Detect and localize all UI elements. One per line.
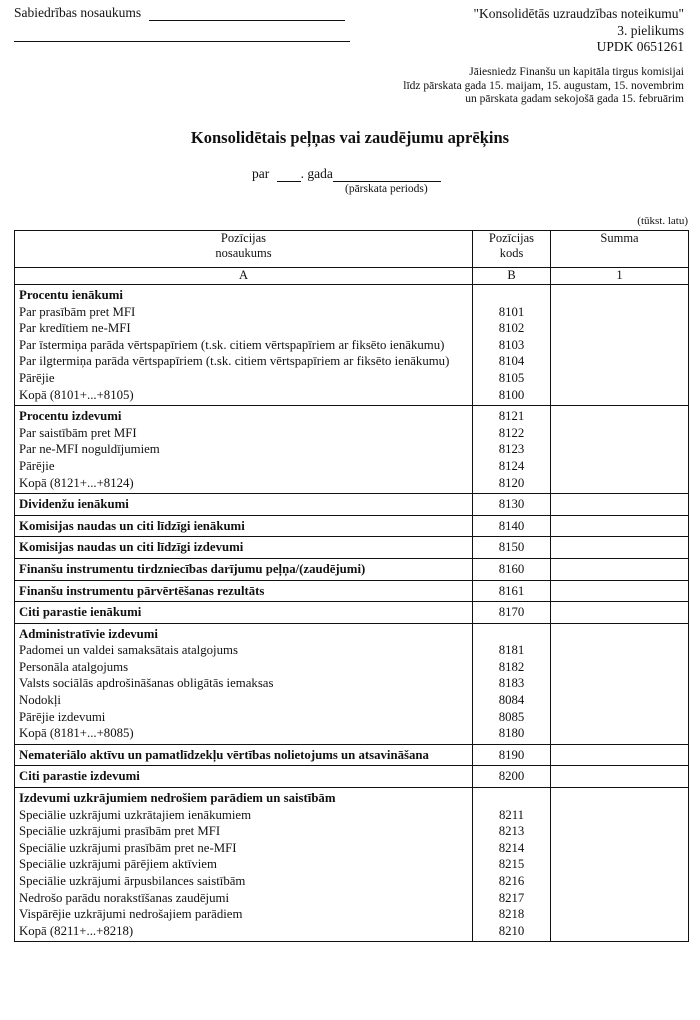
table-section bbox=[15, 580, 689, 602]
table-row bbox=[15, 602, 689, 624]
form-code: UPDK 0651261 bbox=[596, 39, 684, 54]
header-position-name bbox=[15, 231, 473, 268]
sum-cell[interactable] bbox=[551, 906, 689, 923]
sum-cell[interactable] bbox=[551, 725, 689, 744]
table-section bbox=[15, 744, 689, 766]
regulation-block bbox=[474, 6, 684, 56]
position-name: Finanšu instrumentu pārvērtēšanas rezultāts bbox=[15, 580, 473, 602]
company-name-field[interactable] bbox=[149, 6, 345, 21]
position-name: Kopā (8121+...+8124) bbox=[15, 475, 473, 494]
position-code: 8181 bbox=[473, 642, 551, 659]
position-code: 8211 bbox=[473, 807, 551, 824]
position-name: Valsts sociālās apdrošināšanas obligātās iemaksas bbox=[15, 675, 473, 692]
position-code: 8217 bbox=[473, 890, 551, 907]
position-code: 8200 bbox=[473, 766, 551, 788]
period-prefix: par bbox=[252, 166, 270, 181]
position-code bbox=[473, 788, 551, 807]
table-row bbox=[15, 890, 689, 907]
position-code: 8216 bbox=[473, 873, 551, 890]
deadline-line: un pārskata gadam sekojošā gada 15. februārim bbox=[465, 93, 684, 105]
company-block bbox=[14, 5, 350, 46]
position-code: 8122 bbox=[473, 425, 551, 442]
position-name: Pārējie izdevumi bbox=[15, 709, 473, 726]
position-code: 8170 bbox=[473, 602, 551, 624]
position-name: Pārējie bbox=[15, 458, 473, 475]
sum-cell[interactable] bbox=[551, 873, 689, 890]
subheader-1: 1 bbox=[551, 268, 689, 285]
position-name: Nodokļi bbox=[15, 692, 473, 709]
table-row bbox=[15, 387, 689, 406]
position-name: Komisijas naudas un citi līdzīgi izdevumi bbox=[15, 537, 473, 559]
position-code: 8215 bbox=[473, 856, 551, 873]
sum-cell[interactable] bbox=[551, 823, 689, 840]
position-name: Citi parastie ienākumi bbox=[15, 602, 473, 624]
position-name: Kopā (8181+...+8085) bbox=[15, 725, 473, 744]
sum-cell[interactable] bbox=[551, 709, 689, 726]
sum-cell[interactable] bbox=[551, 890, 689, 907]
table-row bbox=[15, 537, 689, 559]
table-row bbox=[15, 285, 689, 304]
header-text: kods bbox=[499, 246, 524, 260]
position-code: 8161 bbox=[473, 580, 551, 602]
sum-cell[interactable] bbox=[551, 320, 689, 337]
position-name: Dividenžu ienākumi bbox=[15, 494, 473, 516]
table-row bbox=[15, 406, 689, 425]
position-code: 8160 bbox=[473, 558, 551, 580]
position-code: 8102 bbox=[473, 320, 551, 337]
position-code: 8182 bbox=[473, 659, 551, 676]
table-row bbox=[15, 923, 689, 942]
units-note: (tūkst. latu) bbox=[637, 215, 688, 227]
table-section bbox=[15, 623, 689, 744]
subheader-b: B bbox=[473, 268, 551, 285]
table-row bbox=[15, 515, 689, 537]
table-section bbox=[15, 537, 689, 559]
position-code: 8130 bbox=[473, 494, 551, 516]
sum-cell[interactable] bbox=[551, 642, 689, 659]
position-code: 8100 bbox=[473, 387, 551, 406]
sum-cell[interactable] bbox=[551, 788, 689, 807]
sum-cell[interactable] bbox=[551, 675, 689, 692]
position-code: 8180 bbox=[473, 725, 551, 744]
position-name: Speciālie uzkrājumi pārējiem aktīviem bbox=[15, 856, 473, 873]
position-name: Speciālie uzkrājumi ārpusbilances saistībām bbox=[15, 873, 473, 890]
sum-cell[interactable] bbox=[551, 766, 689, 788]
table-row bbox=[15, 906, 689, 923]
position-name: Komisijas naudas un citi līdzīgi ienākumi bbox=[15, 515, 473, 537]
position-name: Speciālie uzkrājumi prasībām pret ne-MFI bbox=[15, 840, 473, 857]
table-row bbox=[15, 370, 689, 387]
table-row bbox=[15, 709, 689, 726]
sum-cell[interactable] bbox=[551, 337, 689, 354]
table-section bbox=[15, 602, 689, 624]
position-code: 8140 bbox=[473, 515, 551, 537]
sum-cell[interactable] bbox=[551, 425, 689, 442]
table-row bbox=[15, 725, 689, 744]
period-number-field[interactable] bbox=[277, 168, 301, 182]
table-row bbox=[15, 304, 689, 321]
table-row bbox=[15, 441, 689, 458]
position-code: 8124 bbox=[473, 458, 551, 475]
position-name: Par saistībām pret MFI bbox=[15, 425, 473, 442]
position-code: 8214 bbox=[473, 840, 551, 857]
position-name: Kopā (8211+...+8218) bbox=[15, 923, 473, 942]
table-row bbox=[15, 840, 689, 857]
position-code: 8150 bbox=[473, 537, 551, 559]
sum-cell[interactable] bbox=[551, 692, 689, 709]
position-code: 8123 bbox=[473, 441, 551, 458]
period-note: (pārskata periods) bbox=[345, 183, 428, 195]
position-code: 8085 bbox=[473, 709, 551, 726]
position-code: 8121 bbox=[473, 406, 551, 425]
table-row bbox=[15, 425, 689, 442]
table-row bbox=[15, 580, 689, 602]
position-name: Procentu ienākumi bbox=[15, 285, 473, 304]
table-row bbox=[15, 642, 689, 659]
header-sum: Summa bbox=[551, 231, 689, 268]
sum-cell[interactable] bbox=[551, 659, 689, 676]
position-name: Personāla atalgojums bbox=[15, 659, 473, 676]
deadline-line: Jāiesniedz Finanšu un kapitāla tirgus komisijai bbox=[469, 66, 684, 78]
subheader-a: A bbox=[15, 268, 473, 285]
header-text: Pozīcijas bbox=[488, 231, 535, 245]
position-name: Izdevumi uzkrājumiem nedrošiem parādiem un saistībām bbox=[15, 788, 473, 807]
period-year-field[interactable] bbox=[333, 168, 441, 182]
header-position-code bbox=[473, 231, 551, 268]
table-row bbox=[15, 353, 689, 370]
table-row bbox=[15, 856, 689, 873]
position-code: 8120 bbox=[473, 475, 551, 494]
position-name: Par kredītiem ne-MFI bbox=[15, 320, 473, 337]
position-name: Kopā (8101+...+8105) bbox=[15, 387, 473, 406]
annex-number: 3. pielikums bbox=[617, 22, 684, 38]
table-row bbox=[15, 788, 689, 807]
sum-cell[interactable] bbox=[551, 406, 689, 425]
header-text: nosaukums bbox=[215, 246, 272, 260]
table-row bbox=[15, 558, 689, 580]
sum-cell[interactable] bbox=[551, 840, 689, 857]
sum-cell[interactable] bbox=[551, 558, 689, 580]
position-name: Nedrošo parādu norakstīšanas zaudējumi bbox=[15, 890, 473, 907]
sum-cell[interactable] bbox=[551, 856, 689, 873]
position-name: Par ilgtermiņa parāda vērtspapīriem (t.sk. citiem vērtspapīriem ar fiksēto ienākumu) bbox=[15, 353, 473, 370]
table-row bbox=[15, 675, 689, 692]
sum-cell[interactable] bbox=[551, 304, 689, 321]
period-middle: . gada bbox=[300, 166, 333, 181]
table-row bbox=[15, 337, 689, 354]
position-name: Finanšu instrumentu tirdzniecības darījumu peļņa/(zaudējumi) bbox=[15, 558, 473, 580]
position-name: Par ne-MFI noguldījumiem bbox=[15, 441, 473, 458]
deadline-line: līdz pārskata gada 15. maijam, 15. augustam, 15. novembrim bbox=[403, 79, 684, 92]
sum-cell[interactable] bbox=[551, 387, 689, 406]
regulation-title: "Konsolidētās uzraudzības noteikumu" bbox=[473, 6, 684, 21]
position-code: 8218 bbox=[473, 906, 551, 923]
sum-cell[interactable] bbox=[551, 441, 689, 458]
period-line bbox=[252, 166, 441, 182]
sum-cell[interactable] bbox=[551, 580, 689, 602]
position-name: Speciālie uzkrājumi uzkrātajiem ienākumiem bbox=[15, 807, 473, 824]
position-name: Pārējie bbox=[15, 370, 473, 387]
position-code: 8103 bbox=[473, 337, 551, 354]
sum-cell[interactable] bbox=[551, 623, 689, 642]
table-row bbox=[15, 623, 689, 642]
position-name: Nemateriālo aktīvu un pamatlīdzekļu vērtības nolietojums un atsavināšana bbox=[15, 744, 473, 766]
income-statement-table bbox=[14, 230, 689, 942]
position-name: Citi parastie izdevumi bbox=[15, 766, 473, 788]
company-name-label: Sabiedrības nosaukums bbox=[14, 5, 142, 20]
position-name: Par īstermiņa parāda vērtspapīriem (t.sk. citiem vērtspapīriem ar fiksēto ienākumu) bbox=[15, 337, 473, 354]
submission-deadline bbox=[403, 66, 684, 107]
sum-cell[interactable] bbox=[551, 353, 689, 370]
sum-cell[interactable] bbox=[551, 494, 689, 516]
table-section bbox=[15, 788, 689, 942]
sum-cell[interactable] bbox=[551, 744, 689, 766]
position-name: Procentu izdevumi bbox=[15, 406, 473, 425]
sum-cell[interactable] bbox=[551, 475, 689, 494]
position-name: Par prasībām pret MFI bbox=[15, 304, 473, 321]
table-row bbox=[15, 692, 689, 709]
header-text: Pozīcijas bbox=[220, 231, 267, 245]
position-code: 8190 bbox=[473, 744, 551, 766]
table-section bbox=[15, 515, 689, 537]
position-name: Vispārējie uzkrājumi nedrošajiem parādiem bbox=[15, 906, 473, 923]
position-code: 8210 bbox=[473, 923, 551, 942]
table-row bbox=[15, 766, 689, 788]
position-code: 8183 bbox=[473, 675, 551, 692]
position-code bbox=[473, 285, 551, 304]
sum-cell[interactable] bbox=[551, 458, 689, 475]
position-code: 8084 bbox=[473, 692, 551, 709]
sum-cell[interactable] bbox=[551, 602, 689, 624]
sum-cell[interactable] bbox=[551, 807, 689, 824]
table-row bbox=[15, 494, 689, 516]
table-row bbox=[15, 873, 689, 890]
table-section bbox=[15, 766, 689, 788]
position-name: Padomei un valdei samaksātais atalgojums bbox=[15, 642, 473, 659]
table-row bbox=[15, 320, 689, 337]
page-title: Konsolidētais peļņas vai zaudējumu aprēķins bbox=[190, 128, 510, 147]
table-row bbox=[15, 823, 689, 840]
sum-cell[interactable] bbox=[551, 285, 689, 304]
sum-cell[interactable] bbox=[551, 370, 689, 387]
position-name: Administratīvie izdevumi bbox=[15, 623, 473, 642]
table-row bbox=[15, 744, 689, 766]
table-section bbox=[15, 406, 689, 494]
position-code: 8105 bbox=[473, 370, 551, 387]
position-code: 8213 bbox=[473, 823, 551, 840]
table-row bbox=[15, 475, 689, 494]
position-code: 8101 bbox=[473, 304, 551, 321]
sum-cell[interactable] bbox=[551, 515, 689, 537]
position-name: Speciālie uzkrājumi prasībām pret MFI bbox=[15, 823, 473, 840]
table-section bbox=[15, 558, 689, 580]
table-section bbox=[15, 285, 689, 406]
position-code bbox=[473, 623, 551, 642]
table-section bbox=[15, 494, 689, 516]
table-row bbox=[15, 458, 689, 475]
table-row bbox=[15, 807, 689, 824]
sum-cell[interactable] bbox=[551, 537, 689, 559]
company-name-field-line2[interactable] bbox=[14, 21, 350, 42]
sum-cell[interactable] bbox=[551, 923, 689, 942]
table-row bbox=[15, 659, 689, 676]
position-code: 8104 bbox=[473, 353, 551, 370]
